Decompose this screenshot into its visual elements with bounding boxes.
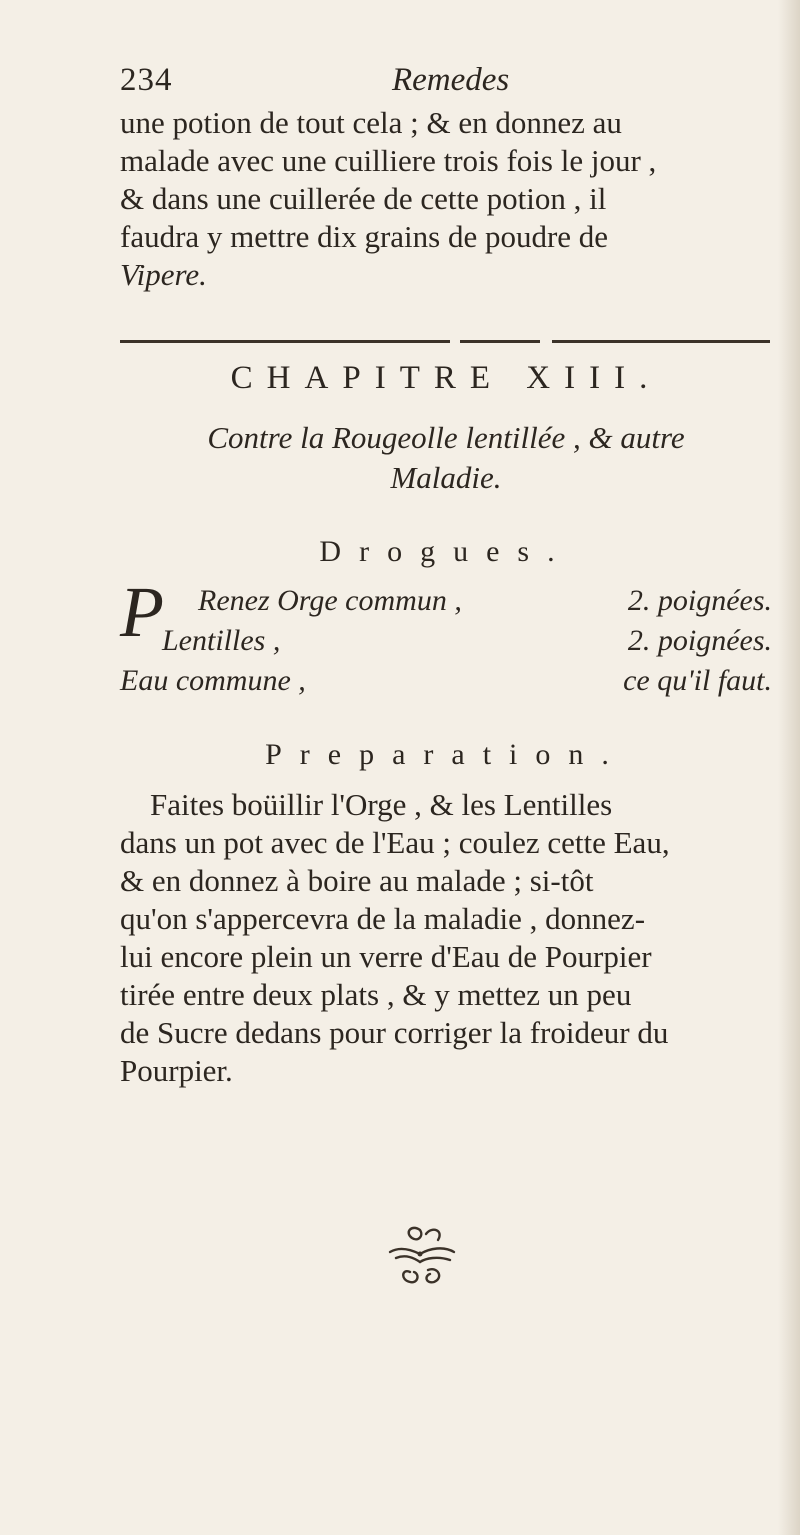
ingredient-row xyxy=(120,584,772,624)
ingredient-name: Lentilles , xyxy=(162,624,281,657)
text-line: & en donnez à boire au malade ; si-tôt xyxy=(120,863,594,898)
fleuron-ornament-icon xyxy=(360,1218,480,1298)
ingredient-list xyxy=(120,572,772,710)
text-line: de Sucre dedans pour corriger la froideur du xyxy=(120,1015,669,1050)
page-number: 234 xyxy=(120,62,173,98)
text-line: Pourpier. xyxy=(120,1053,233,1088)
chapter-subtitle xyxy=(120,418,772,498)
text-line: & dans une cuillerée de cette potion , il xyxy=(120,181,607,216)
drop-cap: P xyxy=(120,572,164,652)
ingredient-quantity: ce qu'il faut. xyxy=(623,664,772,697)
text-line: malade avec une cuilliere trois fois le jour , xyxy=(120,143,657,178)
ingredient-row xyxy=(120,664,772,704)
ingredient-quantity: 2. poignées. xyxy=(627,624,772,657)
ingredient-row xyxy=(120,624,772,664)
preparation-paragraph xyxy=(120,786,772,1090)
ingredient-name: Eau commune , xyxy=(120,664,306,697)
ingredient-name: Renez Orge commun , xyxy=(198,584,462,617)
drogues-heading: Drogues. xyxy=(319,535,573,568)
text-line: Faites boüillir l'Orge , & les Lentilles xyxy=(150,787,613,822)
ingredient-quantity: 2. poignées. xyxy=(627,584,772,617)
text-line: lui encore plein un verre d'Eau de Pourpier xyxy=(120,939,652,974)
text-line: tirée entre deux plats , & y mettez un peu xyxy=(120,977,632,1012)
chapter-title: CHAPITRE XIII. xyxy=(230,360,662,396)
text-line: faudra y mettre dix grains de poudre de xyxy=(120,219,609,254)
text-line: Vipere. xyxy=(120,257,207,292)
preparation-heading: Preparation. xyxy=(265,738,627,771)
text-line: une potion de tout cela ; & en donnez au xyxy=(120,105,622,140)
subtitle-line: Maladie. xyxy=(390,460,502,495)
text-line: dans un pot avec de l'Eau ; coulez cette Eau, xyxy=(120,825,670,860)
section-rule xyxy=(120,340,770,344)
subtitle-line: Contre la Rougeolle lentillée , & autre xyxy=(207,420,685,455)
text-line: qu'on s'appercevra de la maladie , donnez- xyxy=(120,901,646,936)
running-head: Remedes xyxy=(392,62,510,98)
page-header xyxy=(120,62,760,102)
page-edge-shadow xyxy=(778,0,800,1535)
intro-paragraph xyxy=(120,104,772,294)
